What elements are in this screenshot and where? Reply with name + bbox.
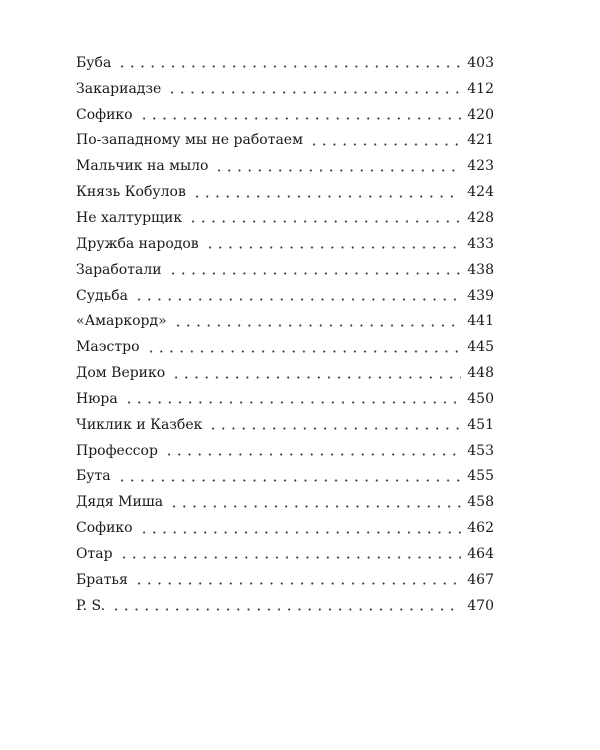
toc-entry[interactable] [76, 102, 494, 128]
toc-entry-title: Заработали [76, 261, 162, 278]
toc-entry[interactable] [76, 231, 494, 257]
toc-entry[interactable] [76, 464, 494, 490]
dot-leader [139, 531, 462, 534]
dot-leader [117, 479, 462, 482]
toc-entry-page-number: 450 [467, 390, 494, 407]
toc-entry-title: Софико [76, 106, 133, 123]
toc-entry[interactable] [76, 76, 494, 102]
table-of-contents [76, 50, 494, 619]
dot-leader [134, 298, 461, 301]
toc-entry-title: Маэстро [76, 339, 140, 356]
toc-entry-page-number: 403 [467, 54, 494, 71]
dot-leader [168, 272, 462, 275]
dot-leader [164, 453, 461, 456]
toc-entry-title: Закариадзе [76, 80, 162, 97]
toc-entry-page-number: 445 [467, 339, 494, 356]
dot-leader [173, 324, 462, 327]
dot-leader [111, 608, 461, 611]
toc-entry[interactable] [76, 489, 494, 515]
toc-entry-page-number: 448 [467, 365, 494, 382]
toc-entry-page-number: 439 [467, 287, 494, 304]
toc-entry[interactable] [76, 283, 494, 309]
toc-entry-page-number: 455 [467, 468, 494, 485]
toc-entry[interactable] [76, 386, 494, 412]
toc-entry-title: Судьба [76, 287, 128, 304]
toc-entry[interactable] [76, 153, 494, 179]
toc-entry-page-number: 421 [467, 132, 494, 149]
toc-entry[interactable] [76, 257, 494, 283]
toc-entry-page-number: 462 [467, 520, 494, 537]
toc-entry-page-number: 433 [467, 235, 494, 252]
dot-leader [188, 220, 461, 223]
toc-entry-page-number: 467 [467, 571, 494, 588]
toc-entry[interactable] [76, 205, 494, 231]
toc-entry-page-number: 412 [467, 80, 494, 97]
dot-leader [139, 117, 462, 120]
toc-entry-title: Не халтурщик [76, 209, 183, 226]
dot-leader [146, 350, 462, 353]
toc-entry-page-number: 438 [467, 261, 494, 278]
toc-entry-title: Нюра [76, 390, 118, 407]
toc-entry-title: По-западному мы не работаем [76, 132, 303, 149]
dot-leader [208, 427, 461, 430]
toc-entry-title: Бута [76, 468, 111, 485]
toc-entry-title: Отар [76, 545, 113, 562]
dot-leader [205, 246, 462, 249]
toc-entry[interactable] [76, 515, 494, 541]
dot-leader [167, 91, 461, 94]
toc-entry[interactable] [76, 593, 494, 619]
toc-entry-title: Дом Верико [76, 365, 166, 382]
toc-entry-title: «Амаркорд» [76, 313, 167, 330]
toc-entry[interactable] [76, 50, 494, 76]
toc-entry-title: Дружба народов [76, 235, 199, 252]
toc-entry[interactable] [76, 334, 494, 360]
toc-entry[interactable] [76, 438, 494, 464]
toc-entry-title: Братья [76, 571, 128, 588]
dot-leader [192, 195, 461, 198]
dot-leader [309, 143, 461, 146]
toc-entry-page-number: 420 [467, 106, 494, 123]
dot-leader [169, 505, 461, 508]
toc-entry-page-number: 451 [467, 416, 494, 433]
toc-entry-title: Профессор [76, 442, 158, 459]
toc-entry[interactable] [76, 128, 494, 154]
toc-entry-title: Мальчик на мыло [76, 158, 209, 175]
toc-entry-page-number: 464 [467, 545, 494, 562]
toc-entry[interactable] [76, 567, 494, 593]
toc-entry-title: P. S. [76, 597, 106, 614]
toc-entry-page-number: 424 [467, 184, 494, 201]
toc-entry[interactable] [76, 360, 494, 386]
dot-leader [117, 65, 461, 68]
toc-entry[interactable] [76, 541, 494, 567]
toc-entry-title: Буба [76, 54, 112, 71]
toc-entry-page-number: 470 [467, 597, 494, 614]
toc-entry[interactable] [76, 412, 494, 438]
toc-entry-title: Князь Кобулов [76, 184, 186, 201]
dot-leader [171, 376, 461, 379]
toc-entry-title: Дядя Миша [76, 494, 164, 511]
toc-entry-page-number: 428 [467, 209, 494, 226]
toc-entry-page-number: 458 [467, 494, 494, 511]
toc-entry[interactable] [76, 308, 494, 334]
dot-leader [214, 169, 461, 172]
dot-leader [119, 556, 462, 559]
dot-leader [124, 401, 462, 404]
toc-entry-title: Софико [76, 520, 133, 537]
dot-leader [134, 582, 461, 585]
toc-entry-page-number: 423 [467, 158, 494, 175]
toc-entry-title: Чиклик и Казбек [76, 416, 203, 433]
toc-entry[interactable] [76, 179, 494, 205]
toc-entry-page-number: 441 [467, 313, 494, 330]
toc-entry-page-number: 453 [467, 442, 494, 459]
